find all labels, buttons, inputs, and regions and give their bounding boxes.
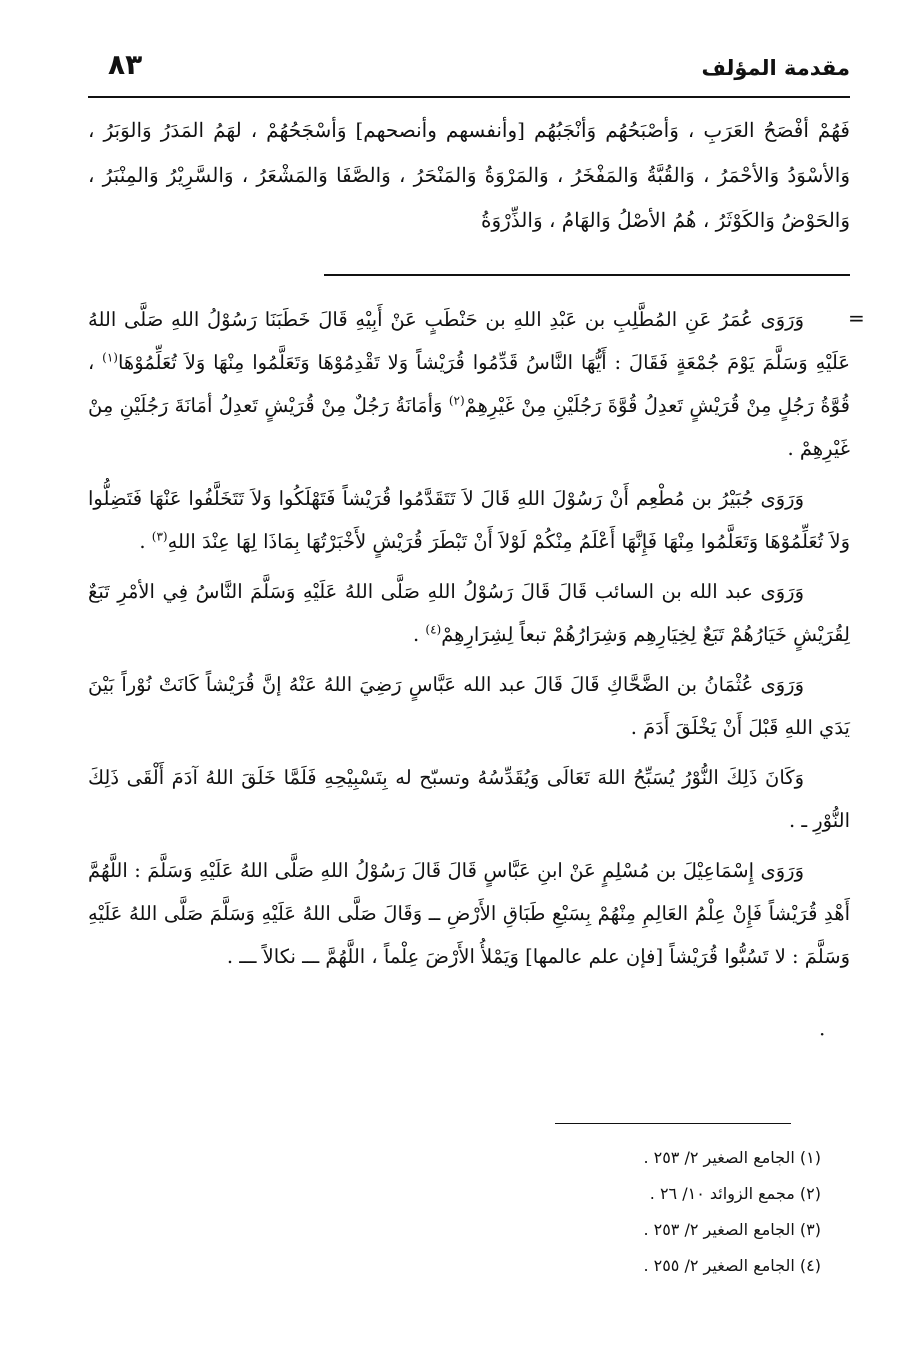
paragraph-text: وَرَوَى عُمَرُ عَنِ المُطَّلِبِ بن عَبْدِ اللهِ بن حَنْطَبٍ عَنْ أَبِيْهِ قَالَ خَطَبَنَا رَسُوْلُ اللهِ صَلَّى اللهُ عَلَيْهِ وَسَلَّمَ يَوْمَ جُمْعَةٍ فَقَالَ : أَيُّهَا النَّاسُ قَدِّمُوا قُرَيْشاً وَلا تَقْدِمُوْهَا وَتَعَلَّمُوا مِنْهَا وَلاَ تُعَلِّمُوْهَا: [88, 308, 851, 374]
footnote-item: (١) الجامع الصغير ٢/ ٢٥٣ .: [643, 1148, 821, 1167]
footnote-ref: (١): [102, 350, 118, 365]
paragraph-umar: [88, 298, 850, 470]
passage-separator-rule: [324, 274, 850, 276]
footnote-item: (٢) مجمع الزوائد ١٠/ ٢٦ .: [649, 1184, 821, 1203]
paragraph-ismail: [88, 849, 850, 978]
paragraph-jubayr: [88, 477, 850, 563]
paragraph-text: وَكَانَ ذَلِكَ النُّوْرُ يُسَبِّحُ اللهَ تَعَالَى وَيُقَدِّسُهُ وتسبّح له بِتَسْبِيْحِهِ فَلَمَّا خَلَقَ اللهُ آدَمَ أَلْقَى ذَلِكَ النُّوْرِ ـ .: [88, 766, 850, 832]
paragraph-nur: [88, 756, 850, 842]
paragraph-text: وَرَوَى إِسْمَاعِيْلَ بن مُسْلِمٍ عَنْ ابنِ عَبَّاسٍ قَالَ قَالَ رَسُوْلُ اللهِ صَلَّى اللهُ عَلَيْهِ وَسَلَّمَ : اللَّهُمَّ أَهْدِ قُرَيْشاً فَإِنْ عِلْمُ العَالِمِ مِنْهُمْ بِسَبْعِ طَبَاقِ الأَرْضِ ــ وَقَالَ صَلَّى اللهُ عَلَيْهِ وَسَلَّمَ صَلَّى اللهُ عَلَيْهِ وَسَلَّمَ : لا تَسُبُّوا قُرَيْشاً [فإن علم عالمها] وَيَمْلأُ الأَرْضَ عِلْماً ، اللَّهُمَّ ـــ نكالاً ـــ .: [88, 859, 850, 968]
paragraph-text: وَرَوَى عُثْمَانُ بن الضَّحَّاكِ قَالَ قَالَ عبد الله عَبَّاسٍ رَضِيَ اللهُ عَنْهُ إنَّ قُرَيْشاً كَانَتْ نُوْراً بَيْنَ يَدَي اللهِ قَبْلَ أَنْ يَخْلَقَ أَدَمَ .: [88, 673, 850, 739]
paragraph-uthman: [88, 663, 850, 749]
footnotes: [421, 1142, 821, 1286]
margin-dot: ·: [819, 1022, 826, 1046]
footnote-ref: (٣): [151, 529, 168, 544]
margin-continuation-mark: =: [848, 306, 865, 330]
paragraph-text: ، قُوَّةُ رَجُلٍ مِنْ قُرَيْشٍ تَعدِلُ قُوَّةَ رَجُلَيْنِ مِنْ غَيْرِهِمْ: [88, 351, 850, 417]
footnote-ref: (٤): [425, 622, 442, 637]
footnote-ref: (٢): [448, 393, 465, 408]
footnote-item: (٣) الجامع الصغير ٢/ ٢٥٣ .: [643, 1220, 821, 1239]
footnote-separator-rule: [555, 1123, 791, 1124]
paragraph-text: وَرَوَى عبد الله بن السائب قَالَ قَالَ رَسُوْلُ اللهِ صَلَّى اللهُ عَلَيْهِ وَسَلَّمَ النَّاسُ فِي الأمْرِ تَبَعٌ لِقُرَيْشٍ خَيَارُهُمْ تَبَعٌ لِخِيَارِهِم وَشِرَارُهُمْ تبعاً لِشِرَارِهِمْ: [88, 580, 850, 646]
paragraph-text: .: [139, 530, 152, 553]
continuation-passage: فَهُمْ أفْصَحُ العَرَبِ ، وَأصْبَحُهُم وَأنْجَبُهُم [وأنفسهم وأنصحهم] وَأسْجَحُهُمْ ، لهَمُ المَدَرُ وَالوَبَرُ ، وَالأسْوَدُ وَالأحْمَرُ ، وَالقُبَّةُ وَالمَفْخَرُ ، وَالمَرْوَةُ وَالمَنْحَرُ ، وَالصَّفَا وَالمَشْعَرُ ، وَالسَّرِيْرُ وَالمِنْبَرُ ، وَالحَوْضُ وَالكَوْثَرُ ، هُمُ الأصْلُ وَالهَامُ ، وَالذِّرْوَةُ: [88, 118, 850, 232]
running-title: مقدمة المؤلف: [701, 56, 850, 80]
main-text: [88, 298, 850, 985]
paragraph-abdallah: [88, 570, 850, 656]
page-number: ٨٣: [108, 48, 143, 81]
header-rule: [88, 96, 850, 98]
paragraph-text: .: [412, 623, 426, 646]
paragraph-text: وَرَوَى جُبَيْرُ بن مُطْعِم أَنْ رَسُوْلَ اللهِ قَالَ لاَ تَتَقَدَّمُوا قُرَيْشاً فَتَهْلَكُوا وَلاَ تَتَخَلَّفُوا عَنْهَا فَتَضِلُّوا وَلاَ تُعَلِّمُوْهَا وَتَعَلَّمُوا مِنْهَا فَإِنَّهَا أَعْلَمُ مِنْكُمْ لَوْلاَ أَنْ تَبْطَرَ قُرَيْشٍ لأَخْبَرْتُهَا بِمَاذَا لِهَا عِنْدَ اللهِ: [88, 487, 850, 553]
page-header: [88, 48, 850, 94]
footnote-item: (٤) الجامع الصغير ٢/ ٢٥٥ .: [643, 1256, 821, 1275]
paragraph-text: وَأمَانَةُ رَجُلٌ مِنْ قُرَيْشٍ تَعدِلُ أمَانَةَ رَجُلَيْنِ مِنْ غَيْرِهِمْ .: [88, 394, 850, 460]
